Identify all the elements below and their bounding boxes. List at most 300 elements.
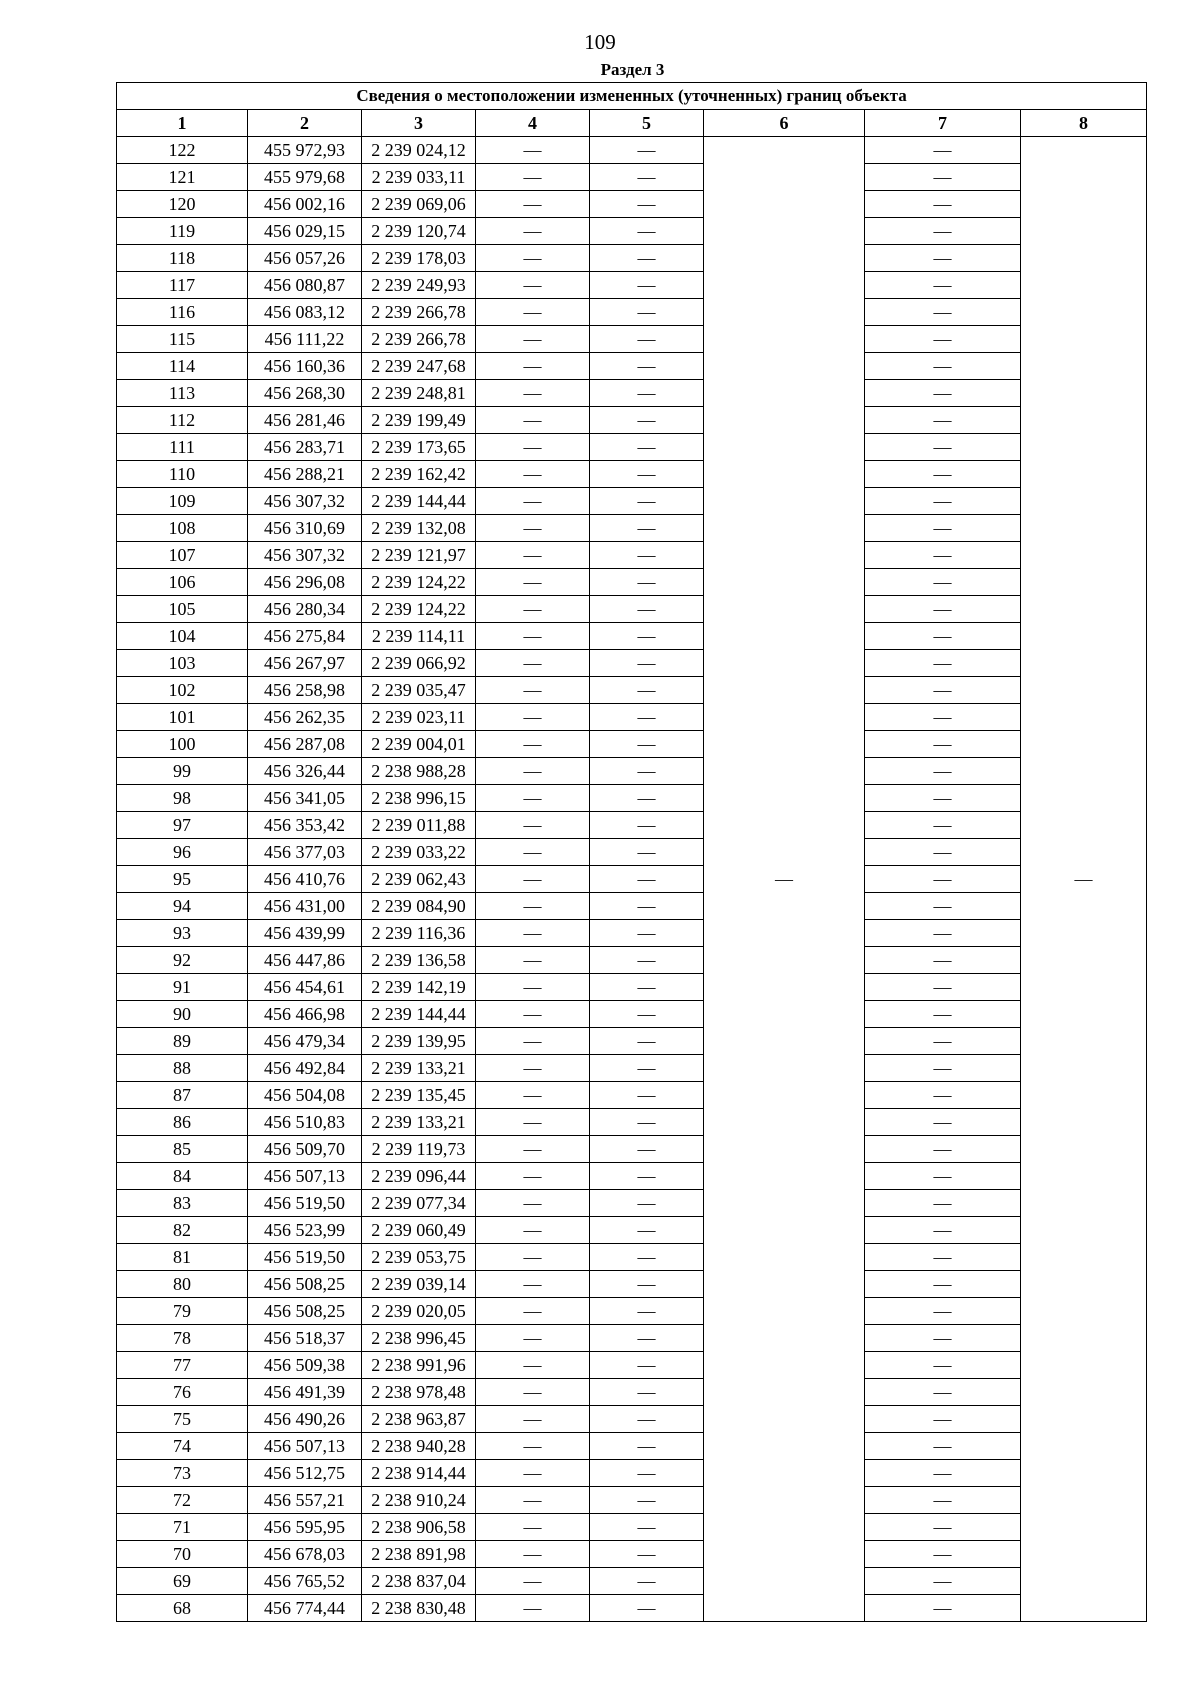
dash-cell: —	[865, 461, 1021, 488]
point-number-cell: 72	[117, 1487, 248, 1514]
table-row	[117, 650, 1147, 677]
table-row	[117, 1244, 1147, 1271]
point-number-cell: 69	[117, 1568, 248, 1595]
point-number-cell: 95	[117, 866, 248, 893]
point-number-cell: 117	[117, 272, 248, 299]
dash-cell: —	[590, 1595, 704, 1622]
coordinates-table	[116, 82, 1147, 1622]
table-row	[117, 488, 1147, 515]
point-number-cell: 96	[117, 839, 248, 866]
dash-cell: —	[476, 704, 590, 731]
table-row	[117, 974, 1147, 1001]
dash-cell: —	[590, 1109, 704, 1136]
dash-cell: —	[865, 542, 1021, 569]
dash-cell: —	[865, 1163, 1021, 1190]
y-coordinate-cell: 2 238 991,96	[362, 1352, 476, 1379]
table-row	[117, 1487, 1147, 1514]
dash-cell: —	[865, 866, 1021, 893]
dash-cell: —	[476, 1055, 590, 1082]
dash-cell: —	[590, 947, 704, 974]
dash-cell: —	[476, 731, 590, 758]
y-coordinate-cell: 2 238 914,44	[362, 1460, 476, 1487]
x-coordinate-cell: 456 111,22	[248, 326, 362, 353]
y-coordinate-cell: 2 239 135,45	[362, 1082, 476, 1109]
dash-cell: —	[865, 920, 1021, 947]
x-coordinate-cell: 456 519,50	[248, 1244, 362, 1271]
dash-cell: —	[476, 866, 590, 893]
y-coordinate-cell: 2 238 996,45	[362, 1325, 476, 1352]
dash-cell: —	[865, 974, 1021, 1001]
table-row	[117, 947, 1147, 974]
table-row	[117, 839, 1147, 866]
point-number-cell: 97	[117, 812, 248, 839]
dash-cell: —	[865, 272, 1021, 299]
dash-cell: —	[476, 353, 590, 380]
dash-cell: —	[476, 1514, 590, 1541]
dash-cell: —	[476, 1541, 590, 1568]
dash-cell: —	[590, 596, 704, 623]
dash-cell: —	[590, 1298, 704, 1325]
dash-cell: —	[476, 1190, 590, 1217]
dash-cell: —	[865, 1298, 1021, 1325]
table-row	[117, 1298, 1147, 1325]
point-number-cell: 73	[117, 1460, 248, 1487]
dash-cell: —	[476, 1487, 590, 1514]
point-number-cell: 119	[117, 218, 248, 245]
point-number-cell: 112	[117, 407, 248, 434]
table-row	[117, 1460, 1147, 1487]
x-coordinate-cell: 456 454,61	[248, 974, 362, 1001]
point-number-cell: 113	[117, 380, 248, 407]
point-number-cell: 71	[117, 1514, 248, 1541]
dash-cell: —	[476, 1109, 590, 1136]
y-coordinate-cell: 2 239 249,93	[362, 272, 476, 299]
dash-cell: —	[590, 299, 704, 326]
point-number-cell: 87	[117, 1082, 248, 1109]
dash-cell: —	[865, 812, 1021, 839]
y-coordinate-cell: 2 239 121,97	[362, 542, 476, 569]
x-coordinate-cell: 456 439,99	[248, 920, 362, 947]
y-coordinate-cell: 2 238 940,28	[362, 1433, 476, 1460]
dash-cell: —	[476, 1163, 590, 1190]
table-row	[117, 677, 1147, 704]
dash-cell: —	[476, 191, 590, 218]
merged-cell-col8: —	[1021, 137, 1147, 1622]
table-row	[117, 893, 1147, 920]
x-coordinate-cell: 456 491,39	[248, 1379, 362, 1406]
y-coordinate-cell: 2 239 035,47	[362, 677, 476, 704]
x-coordinate-cell: 456 160,36	[248, 353, 362, 380]
table-row	[117, 1271, 1147, 1298]
column-header: 1	[117, 110, 248, 137]
dash-cell: —	[865, 785, 1021, 812]
x-coordinate-cell: 456 507,13	[248, 1433, 362, 1460]
x-coordinate-cell: 456 057,26	[248, 245, 362, 272]
table-row	[117, 299, 1147, 326]
x-coordinate-cell: 456 287,08	[248, 731, 362, 758]
dash-cell: —	[476, 1082, 590, 1109]
dash-cell: —	[590, 704, 704, 731]
table-row	[117, 866, 1147, 893]
dash-cell: —	[865, 1136, 1021, 1163]
dash-cell: —	[590, 785, 704, 812]
x-coordinate-cell: 455 972,93	[248, 137, 362, 164]
x-coordinate-cell: 456 492,84	[248, 1055, 362, 1082]
dash-cell: —	[865, 1460, 1021, 1487]
x-coordinate-cell: 456 512,75	[248, 1460, 362, 1487]
point-number-cell: 77	[117, 1352, 248, 1379]
x-coordinate-cell: 456 508,25	[248, 1271, 362, 1298]
dash-cell: —	[476, 1271, 590, 1298]
dash-cell: —	[476, 920, 590, 947]
table-row	[117, 191, 1147, 218]
dash-cell: —	[865, 758, 1021, 785]
dash-cell: —	[590, 245, 704, 272]
dash-cell: —	[865, 596, 1021, 623]
x-coordinate-cell: 456 479,34	[248, 1028, 362, 1055]
y-coordinate-cell: 2 239 124,22	[362, 569, 476, 596]
y-coordinate-cell: 2 239 266,78	[362, 299, 476, 326]
point-number-cell: 84	[117, 1163, 248, 1190]
dash-cell: —	[865, 650, 1021, 677]
dash-cell: —	[590, 434, 704, 461]
point-number-cell: 91	[117, 974, 248, 1001]
dash-cell: —	[865, 218, 1021, 245]
point-number-cell: 116	[117, 299, 248, 326]
dash-cell: —	[590, 866, 704, 893]
dash-cell: —	[590, 1055, 704, 1082]
table-title: Сведения о местоположении измененных (уточненных) границ объекта	[117, 83, 1147, 110]
dash-cell: —	[476, 1217, 590, 1244]
dash-cell: —	[590, 1001, 704, 1028]
dash-cell: —	[865, 1001, 1021, 1028]
dash-cell: —	[590, 1379, 704, 1406]
point-number-cell: 94	[117, 893, 248, 920]
y-coordinate-cell: 2 239 011,88	[362, 812, 476, 839]
dash-cell: —	[476, 1001, 590, 1028]
point-number-cell: 99	[117, 758, 248, 785]
point-number-cell: 103	[117, 650, 248, 677]
point-number-cell: 100	[117, 731, 248, 758]
point-number-cell: 80	[117, 1271, 248, 1298]
dash-cell: —	[476, 812, 590, 839]
merged-cell-col6: —	[704, 137, 865, 1622]
x-coordinate-cell: 455 979,68	[248, 164, 362, 191]
dash-cell: —	[865, 488, 1021, 515]
table-row	[117, 218, 1147, 245]
x-coordinate-cell: 456 410,76	[248, 866, 362, 893]
y-coordinate-cell: 2 239 139,95	[362, 1028, 476, 1055]
point-number-cell: 83	[117, 1190, 248, 1217]
x-coordinate-cell: 456 678,03	[248, 1541, 362, 1568]
table-row	[117, 1595, 1147, 1622]
y-coordinate-cell: 2 238 891,98	[362, 1541, 476, 1568]
dash-cell: —	[590, 1352, 704, 1379]
x-coordinate-cell: 456 310,69	[248, 515, 362, 542]
table-row	[117, 1163, 1147, 1190]
table-row	[117, 758, 1147, 785]
dash-cell: —	[476, 137, 590, 164]
y-coordinate-cell: 2 239 173,65	[362, 434, 476, 461]
table-row	[117, 1217, 1147, 1244]
dash-cell: —	[476, 299, 590, 326]
point-number-cell: 107	[117, 542, 248, 569]
dash-cell: —	[476, 947, 590, 974]
dash-cell: —	[865, 1352, 1021, 1379]
y-coordinate-cell: 2 239 132,08	[362, 515, 476, 542]
x-coordinate-cell: 456 519,50	[248, 1190, 362, 1217]
dash-cell: —	[476, 758, 590, 785]
dash-cell: —	[865, 380, 1021, 407]
dash-cell: —	[590, 974, 704, 1001]
x-coordinate-cell: 456 280,34	[248, 596, 362, 623]
point-number-cell: 98	[117, 785, 248, 812]
table-row	[117, 596, 1147, 623]
table-row	[117, 1109, 1147, 1136]
dash-cell: —	[476, 1352, 590, 1379]
column-header: 7	[865, 110, 1021, 137]
table-row	[117, 137, 1147, 164]
dash-cell: —	[476, 1568, 590, 1595]
dash-cell: —	[865, 1028, 1021, 1055]
column-header: 8	[1021, 110, 1147, 137]
y-coordinate-cell: 2 238 963,87	[362, 1406, 476, 1433]
dash-cell: —	[476, 1460, 590, 1487]
y-coordinate-cell: 2 239 120,74	[362, 218, 476, 245]
table-row	[117, 542, 1147, 569]
y-coordinate-cell: 2 239 077,34	[362, 1190, 476, 1217]
dash-cell: —	[865, 1190, 1021, 1217]
dash-cell: —	[590, 272, 704, 299]
dash-cell: —	[590, 164, 704, 191]
dash-cell: —	[476, 596, 590, 623]
dash-cell: —	[865, 515, 1021, 542]
dash-cell: —	[476, 380, 590, 407]
dash-cell: —	[865, 569, 1021, 596]
y-coordinate-cell: 2 238 906,58	[362, 1514, 476, 1541]
point-number-cell: 93	[117, 920, 248, 947]
table-row	[117, 272, 1147, 299]
y-coordinate-cell: 2 239 060,49	[362, 1217, 476, 1244]
x-coordinate-cell: 456 029,15	[248, 218, 362, 245]
point-number-cell: 85	[117, 1136, 248, 1163]
y-coordinate-cell: 2 239 248,81	[362, 380, 476, 407]
y-coordinate-cell: 2 238 837,04	[362, 1568, 476, 1595]
y-coordinate-cell: 2 239 039,14	[362, 1271, 476, 1298]
x-coordinate-cell: 456 507,13	[248, 1163, 362, 1190]
point-number-cell: 120	[117, 191, 248, 218]
y-coordinate-cell: 2 239 069,06	[362, 191, 476, 218]
point-number-cell: 105	[117, 596, 248, 623]
table-row	[117, 1433, 1147, 1460]
dash-cell: —	[476, 785, 590, 812]
x-coordinate-cell: 456 262,35	[248, 704, 362, 731]
point-number-cell: 88	[117, 1055, 248, 1082]
table-row	[117, 623, 1147, 650]
y-coordinate-cell: 2 239 133,21	[362, 1055, 476, 1082]
table-row	[117, 164, 1147, 191]
dash-cell: —	[476, 569, 590, 596]
dash-cell: —	[865, 326, 1021, 353]
point-number-cell: 110	[117, 461, 248, 488]
dash-cell: —	[590, 488, 704, 515]
table-row	[117, 380, 1147, 407]
table-row	[117, 1190, 1147, 1217]
dash-cell: —	[590, 731, 704, 758]
y-coordinate-cell: 2 239 142,19	[362, 974, 476, 1001]
point-number-cell: 101	[117, 704, 248, 731]
dash-cell: —	[476, 272, 590, 299]
dash-cell: —	[590, 380, 704, 407]
point-number-cell: 109	[117, 488, 248, 515]
dash-cell: —	[865, 164, 1021, 191]
table-row	[117, 1406, 1147, 1433]
dash-cell: —	[590, 191, 704, 218]
table-row	[117, 326, 1147, 353]
table-row	[117, 1055, 1147, 1082]
y-coordinate-cell: 2 239 144,44	[362, 488, 476, 515]
y-coordinate-cell: 2 239 004,01	[362, 731, 476, 758]
point-number-cell: 90	[117, 1001, 248, 1028]
section-title: Раздел 3	[600, 60, 665, 79]
dash-cell: —	[865, 434, 1021, 461]
point-number-cell: 76	[117, 1379, 248, 1406]
x-coordinate-cell: 456 490,26	[248, 1406, 362, 1433]
table-row	[117, 1514, 1147, 1541]
point-number-cell: 89	[117, 1028, 248, 1055]
table-row	[117, 569, 1147, 596]
point-number-cell: 70	[117, 1541, 248, 1568]
y-coordinate-cell: 2 239 266,78	[362, 326, 476, 353]
dash-cell: —	[476, 488, 590, 515]
dash-cell: —	[476, 461, 590, 488]
page-number: 109	[584, 30, 616, 54]
y-coordinate-cell: 2 238 830,48	[362, 1595, 476, 1622]
point-number-cell: 86	[117, 1109, 248, 1136]
table-row	[117, 785, 1147, 812]
x-coordinate-cell: 456 307,32	[248, 542, 362, 569]
dash-cell: —	[590, 1217, 704, 1244]
dash-cell: —	[865, 353, 1021, 380]
dash-cell: —	[476, 1298, 590, 1325]
dash-cell: —	[590, 1406, 704, 1433]
dash-cell: —	[865, 1514, 1021, 1541]
y-coordinate-cell: 2 239 136,58	[362, 947, 476, 974]
dash-cell: —	[865, 1568, 1021, 1595]
dash-cell: —	[590, 1541, 704, 1568]
x-coordinate-cell: 456 523,99	[248, 1217, 362, 1244]
x-coordinate-cell: 456 447,86	[248, 947, 362, 974]
column-header: 6	[704, 110, 865, 137]
dash-cell: —	[865, 1406, 1021, 1433]
y-coordinate-cell: 2 239 062,43	[362, 866, 476, 893]
x-coordinate-cell: 456 509,38	[248, 1352, 362, 1379]
table-row	[117, 1028, 1147, 1055]
dash-cell: —	[590, 1028, 704, 1055]
y-coordinate-cell: 2 239 199,49	[362, 407, 476, 434]
dash-cell: —	[590, 1325, 704, 1352]
dash-cell: —	[476, 1406, 590, 1433]
y-coordinate-cell: 2 238 988,28	[362, 758, 476, 785]
dash-cell: —	[590, 218, 704, 245]
point-number-cell: 122	[117, 137, 248, 164]
x-coordinate-cell: 456 281,46	[248, 407, 362, 434]
dash-cell: —	[476, 434, 590, 461]
dash-cell: —	[590, 1136, 704, 1163]
dash-cell: —	[590, 353, 704, 380]
table-row	[117, 1325, 1147, 1352]
dash-cell: —	[865, 1055, 1021, 1082]
x-coordinate-cell: 456 557,21	[248, 1487, 362, 1514]
point-number-cell: 106	[117, 569, 248, 596]
dash-cell: —	[476, 245, 590, 272]
dash-cell: —	[476, 839, 590, 866]
dash-cell: —	[590, 1271, 704, 1298]
x-coordinate-cell: 456 002,16	[248, 191, 362, 218]
dash-cell: —	[865, 1541, 1021, 1568]
dash-cell: —	[590, 1244, 704, 1271]
dash-cell: —	[590, 1163, 704, 1190]
point-number-cell: 79	[117, 1298, 248, 1325]
dash-cell: —	[590, 893, 704, 920]
point-number-cell: 111	[117, 434, 248, 461]
x-coordinate-cell: 456 267,97	[248, 650, 362, 677]
table-row	[117, 1001, 1147, 1028]
table-row	[117, 920, 1147, 947]
dash-cell: —	[476, 677, 590, 704]
dash-cell: —	[476, 1136, 590, 1163]
dash-cell: —	[865, 704, 1021, 731]
dash-cell: —	[476, 515, 590, 542]
dash-cell: —	[476, 623, 590, 650]
dash-cell: —	[590, 650, 704, 677]
y-coordinate-cell: 2 239 066,92	[362, 650, 476, 677]
dash-cell: —	[590, 677, 704, 704]
table-row	[117, 731, 1147, 758]
y-coordinate-cell: 2 239 084,90	[362, 893, 476, 920]
y-coordinate-cell: 2 238 978,48	[362, 1379, 476, 1406]
dash-cell: —	[476, 1595, 590, 1622]
point-number-cell: 75	[117, 1406, 248, 1433]
dash-cell: —	[476, 1325, 590, 1352]
dash-cell: —	[865, 1109, 1021, 1136]
dash-cell: —	[590, 1568, 704, 1595]
dash-cell: —	[865, 1433, 1021, 1460]
dash-cell: —	[476, 1379, 590, 1406]
point-number-cell: 121	[117, 164, 248, 191]
y-coordinate-cell: 2 239 133,21	[362, 1109, 476, 1136]
dash-cell: —	[590, 569, 704, 596]
table-row	[117, 1082, 1147, 1109]
dash-cell: —	[590, 623, 704, 650]
dash-cell: —	[476, 650, 590, 677]
x-coordinate-cell: 456 765,52	[248, 1568, 362, 1595]
dash-cell: —	[590, 542, 704, 569]
table-row	[117, 434, 1147, 461]
dash-cell: —	[476, 326, 590, 353]
x-coordinate-cell: 456 508,25	[248, 1298, 362, 1325]
x-coordinate-cell: 456 307,32	[248, 488, 362, 515]
dash-cell: —	[476, 407, 590, 434]
dash-cell: —	[865, 839, 1021, 866]
table-row	[117, 1379, 1147, 1406]
point-number-cell: 114	[117, 353, 248, 380]
point-number-cell: 78	[117, 1325, 248, 1352]
dash-cell: —	[865, 407, 1021, 434]
x-coordinate-cell: 456 275,84	[248, 623, 362, 650]
dash-cell: —	[590, 515, 704, 542]
table-row	[117, 1352, 1147, 1379]
